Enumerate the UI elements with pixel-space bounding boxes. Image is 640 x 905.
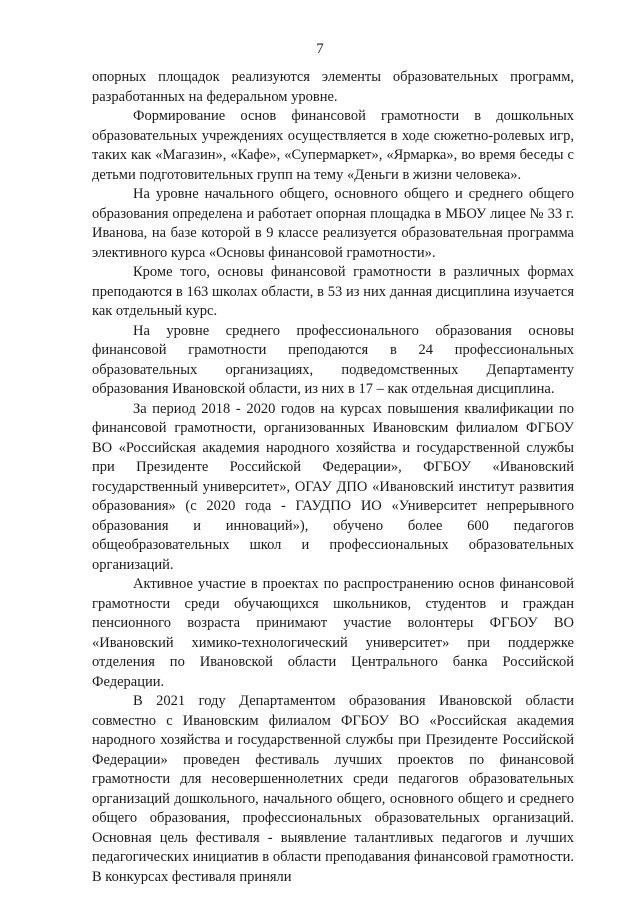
paragraph-4: Кроме того, основы финансовой грамотности в различных формах преподаются в 163 школах области, в 53 из них данная дисциплина изучается как отдельный курс. bbox=[92, 264, 574, 319]
paragraph-3: На уровне начального общего, основного общего и среднего общего образования определена и работает опорная площадка в МБОУ лицее № 33 г. Иванова, на базе которой в 9 классе реализуется образовательная программа элективного курса «Основы финансовой грамотности». bbox=[92, 186, 574, 261]
paragraph-7: Активное участие в проектах по распространению основ финансовой грамотности среди обучающихся школьников, студентов и граждан пенсионного возраста принимают участие волонтеры ФГБОУ ВО «Ивановский химико-технологический университет» при поддержке отделения по Ивановской области Центрального банка Российской Федерации. bbox=[92, 576, 574, 690]
paragraph-2: Формирование основ финансовой грамотности в дошкольных образовательных учреждениях осуществляется в ходе сюжетно-ролевых игр, таких как «Магазин», «Кафе», «Супермаркет», «Ярмарка», во время беседы с детьми подготовительных групп на тему «Деньги в жизни человека». bbox=[92, 108, 574, 183]
paragraph-1: опорных площадок реализуются элементы образовательных программ, разработанных на федеральном уровне. bbox=[92, 69, 574, 105]
paragraph-6: За период 2018 - 2020 годов на курсах повышения квалификации по финансовой грамотности, организованных Ивановским филиалом ФГБОУ ВО «Российская академия народного хозяйства и государственной службы при Президенте Российской Федерации», ФГБОУ «Ивановский государственный университет», ОГАУ ДПО «Ивановский институт развития образования» (с 2020 года - ГАУДПО ИО «Университет непрерывного образования и инноваций»), обучено более 600 педагогов общеобразовательных школ и профессиональных образовательных организаций. bbox=[92, 400, 574, 573]
document-body bbox=[92, 68, 574, 887]
page-number: 7 bbox=[316, 41, 324, 57]
paragraph-8: В 2021 году Департаментом образования Ивановской области совместно с Ивановским филиалом ФГБОУ ВО «Российская академия народного хозяйства и государственной службы при Президенте Российской Федерации» проведен фестиваль лучших проектов по финансовой грамотности для несовершеннолетних среди педагогов образовательных организаций дошкольного, начального общего, основного общего и среднего общего образования, профессиональных образовательных организаций. Основная цель фестиваля - выявление талантливых педагогов и лучших педагогических инициатив в области преподавания финансовой грамотности. В конкурсах фестиваля приняли bbox=[92, 693, 574, 885]
paragraph-5: На уровне среднего профессионального образования основы финансовой грамотности преподаются в 24 профессиональных образовательных организациях, подведомственных Департаменту образования Ивановской области, из них в 17 – как отдельная дисциплина. bbox=[92, 322, 574, 397]
